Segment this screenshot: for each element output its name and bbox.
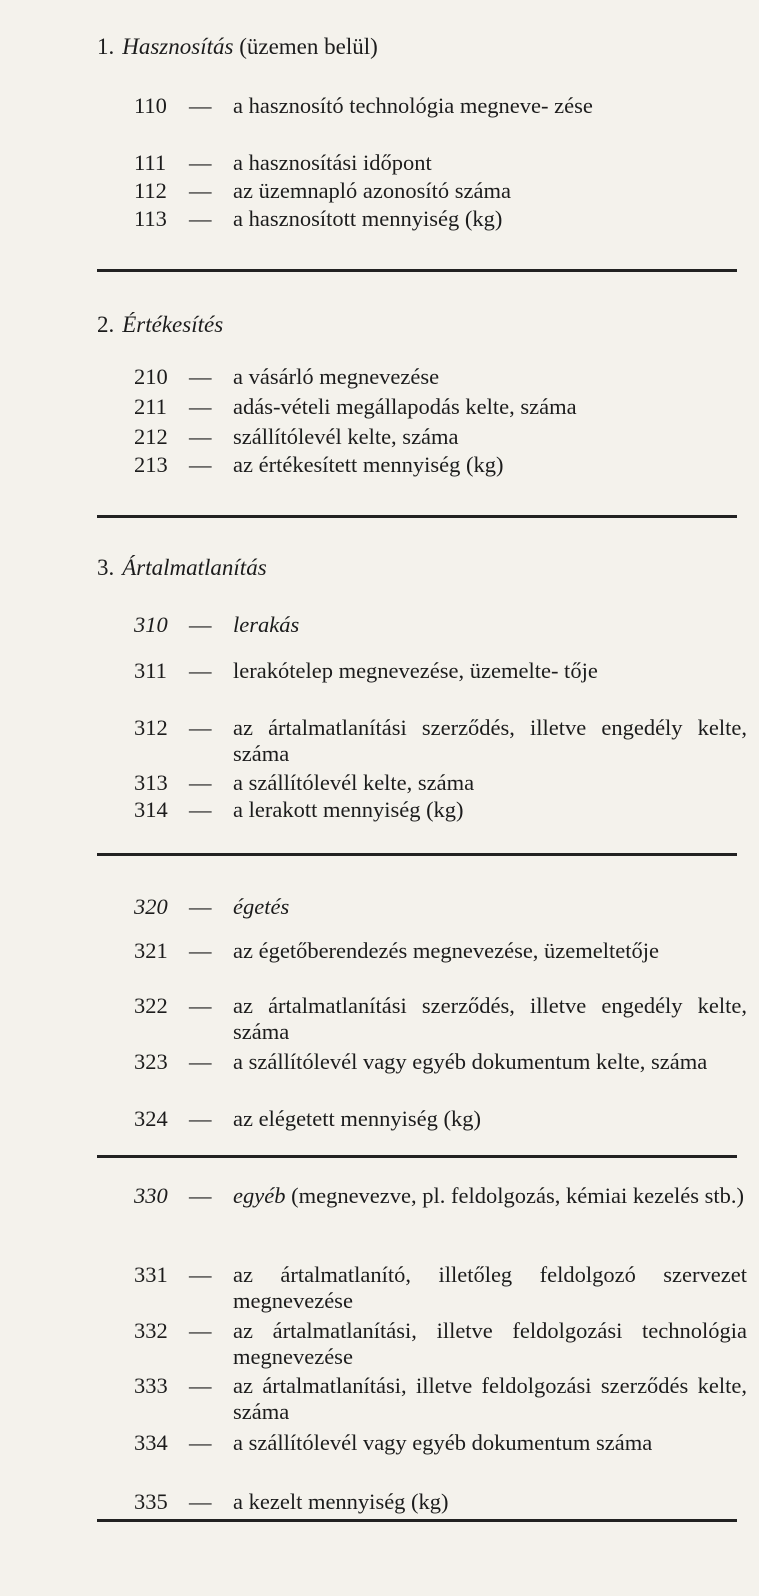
entry-item xyxy=(134,178,747,204)
entry-dash: — xyxy=(189,894,212,919)
entry-item xyxy=(134,1373,747,1425)
entry-text: az ártalmatlanítási, illetve feldolgozási szerződés kelte, száma xyxy=(233,1373,747,1424)
entry-dash: — xyxy=(189,993,212,1018)
entry-dash: — xyxy=(189,364,212,389)
entry-dash: — xyxy=(189,612,212,637)
entry-code: 113 xyxy=(134,206,167,231)
subsection-title: egyéb xyxy=(233,1183,286,1208)
entry-code: 335 xyxy=(134,1489,168,1514)
entry-item xyxy=(134,770,747,796)
entry-text: a szállítólevél kelte, száma xyxy=(233,770,475,795)
entry-dash: — xyxy=(189,93,212,118)
entry-dash: — xyxy=(189,452,212,477)
entry-dash: — xyxy=(189,1183,212,1208)
entry-text: a hasznosított mennyiség (kg) xyxy=(233,206,503,231)
section-heading xyxy=(97,312,223,338)
section-divider xyxy=(97,515,737,518)
entry-dash: — xyxy=(189,938,212,963)
entry-item xyxy=(134,1430,747,1456)
entry-text: az ártalmatlanítási szerződés, illetve engedély kelte, száma xyxy=(233,993,747,1044)
entry-item xyxy=(134,93,747,119)
entry-item xyxy=(134,1262,747,1314)
entry-code: 324 xyxy=(134,1106,168,1131)
entry-code: 211 xyxy=(134,394,167,419)
section-number: 2. xyxy=(97,312,115,337)
section-number: 3. xyxy=(97,555,115,580)
entry-item xyxy=(134,1049,747,1075)
entry-code: 321 xyxy=(134,938,168,963)
subsection-code: 320 xyxy=(134,894,168,919)
section-divider xyxy=(97,269,737,272)
section-heading xyxy=(97,34,378,60)
entry-dash: — xyxy=(189,715,212,740)
entry-code: 323 xyxy=(134,1049,168,1074)
subsection-title: égetés xyxy=(233,894,290,919)
entry-code: 213 xyxy=(134,452,168,477)
entry-code: 322 xyxy=(134,993,168,1018)
entry-text: az ártalmatlanítási szerződés, illetve engedély kelte, száma xyxy=(233,715,747,766)
entry-code: 331 xyxy=(134,1262,168,1287)
subsection-heading xyxy=(134,612,747,638)
entry-code: 110 xyxy=(134,93,167,118)
entry-code: 111 xyxy=(134,150,167,175)
section-title: Ártalmatlanítás xyxy=(122,555,267,580)
entry-text: a hasznosító technológia megneve- zése xyxy=(233,93,593,118)
entry-item xyxy=(134,1106,747,1132)
entry-dash: — xyxy=(189,797,212,822)
entry-item xyxy=(134,658,747,684)
entry-dash: — xyxy=(189,1373,212,1398)
entry-text: az elégetett mennyiség (kg) xyxy=(233,1106,482,1131)
section-title-suffix: (üzemen belül) xyxy=(233,34,378,59)
section-divider xyxy=(97,1519,737,1522)
subsection-title-suffix: (megnevezve, pl. feldolgozás, kémiai kezelés stb.) xyxy=(285,1183,745,1208)
section-title: Hasznosítás xyxy=(122,34,234,59)
entry-text: az égetőberendezés megnevezése, üzemeltetője xyxy=(233,938,659,963)
entry-text: lerakótelep megnevezése, üzemelte- tője xyxy=(233,658,598,683)
entry-text: a lerakott mennyiség (kg) xyxy=(233,797,464,822)
section-title: Értékesítés xyxy=(122,312,224,337)
entry-dash: — xyxy=(189,1489,212,1514)
entry-dash: — xyxy=(189,1106,212,1131)
entry-dash: — xyxy=(189,178,212,203)
entry-item xyxy=(134,797,747,823)
entry-dash: — xyxy=(189,770,212,795)
entry-code: 313 xyxy=(134,770,168,795)
entry-item xyxy=(134,938,747,964)
entry-item xyxy=(134,452,747,478)
entry-code: 334 xyxy=(134,1430,168,1455)
entry-text: a hasznosítási időpont xyxy=(233,150,432,175)
subsection-title: lerakás xyxy=(233,612,300,637)
entry-text: az ártalmatlanító, illetőleg feldolgozó szervezet megnevezése xyxy=(233,1262,747,1313)
section-number: 1. xyxy=(97,34,115,59)
entry-dash: — xyxy=(189,150,212,175)
section-heading xyxy=(97,555,267,581)
entry-code: 212 xyxy=(134,424,168,449)
entry-item xyxy=(134,394,747,420)
entry-text: szállítólevél kelte, száma xyxy=(233,424,459,449)
entry-code: 311 xyxy=(134,658,167,683)
entry-dash: — xyxy=(189,1430,212,1455)
entry-item xyxy=(134,424,747,450)
entry-dash: — xyxy=(189,1318,212,1343)
entry-code: 332 xyxy=(134,1318,168,1343)
entry-text: az ártalmatlanítási, illetve feldolgozási technológia megnevezése xyxy=(233,1318,747,1369)
entry-text: az értékesített mennyiség (kg) xyxy=(233,452,504,477)
entry-text: a vásárló megnevezése xyxy=(233,364,440,389)
entry-item xyxy=(134,364,747,390)
entry-code: 314 xyxy=(134,797,168,822)
entry-text: a szállítólevél vagy egyéb dokumentum száma xyxy=(233,1430,653,1455)
subsection-heading xyxy=(134,894,747,920)
entry-dash: — xyxy=(189,1049,212,1074)
entry-item xyxy=(134,150,747,176)
entry-text: a kezelt mennyiség (kg) xyxy=(233,1489,449,1514)
entry-item xyxy=(134,993,747,1045)
entry-dash: — xyxy=(189,424,212,449)
subsection-code: 330 xyxy=(134,1183,168,1208)
entry-code: 112 xyxy=(134,178,167,203)
entry-dash: — xyxy=(189,1262,212,1287)
section-divider xyxy=(97,1155,737,1158)
section-divider xyxy=(97,853,737,856)
subsection-heading xyxy=(134,1183,747,1209)
entry-text: adás-vételi megállapodás kelte, száma xyxy=(233,394,577,419)
entry-item xyxy=(134,1318,747,1370)
entry-code: 333 xyxy=(134,1373,168,1398)
entry-text: az üzemnapló azonosító száma xyxy=(233,178,512,203)
entry-code: 210 xyxy=(134,364,168,389)
entry-item xyxy=(134,206,747,232)
subsection-code: 310 xyxy=(134,612,168,637)
entry-dash: — xyxy=(189,394,212,419)
entry-dash: — xyxy=(189,206,212,231)
entry-text: a szállítólevél vagy egyéb dokumentum kelte, száma xyxy=(233,1049,708,1074)
entry-code: 312 xyxy=(134,715,168,740)
entry-dash: — xyxy=(189,658,212,683)
entry-item xyxy=(134,1489,747,1515)
entry-item xyxy=(134,715,747,767)
